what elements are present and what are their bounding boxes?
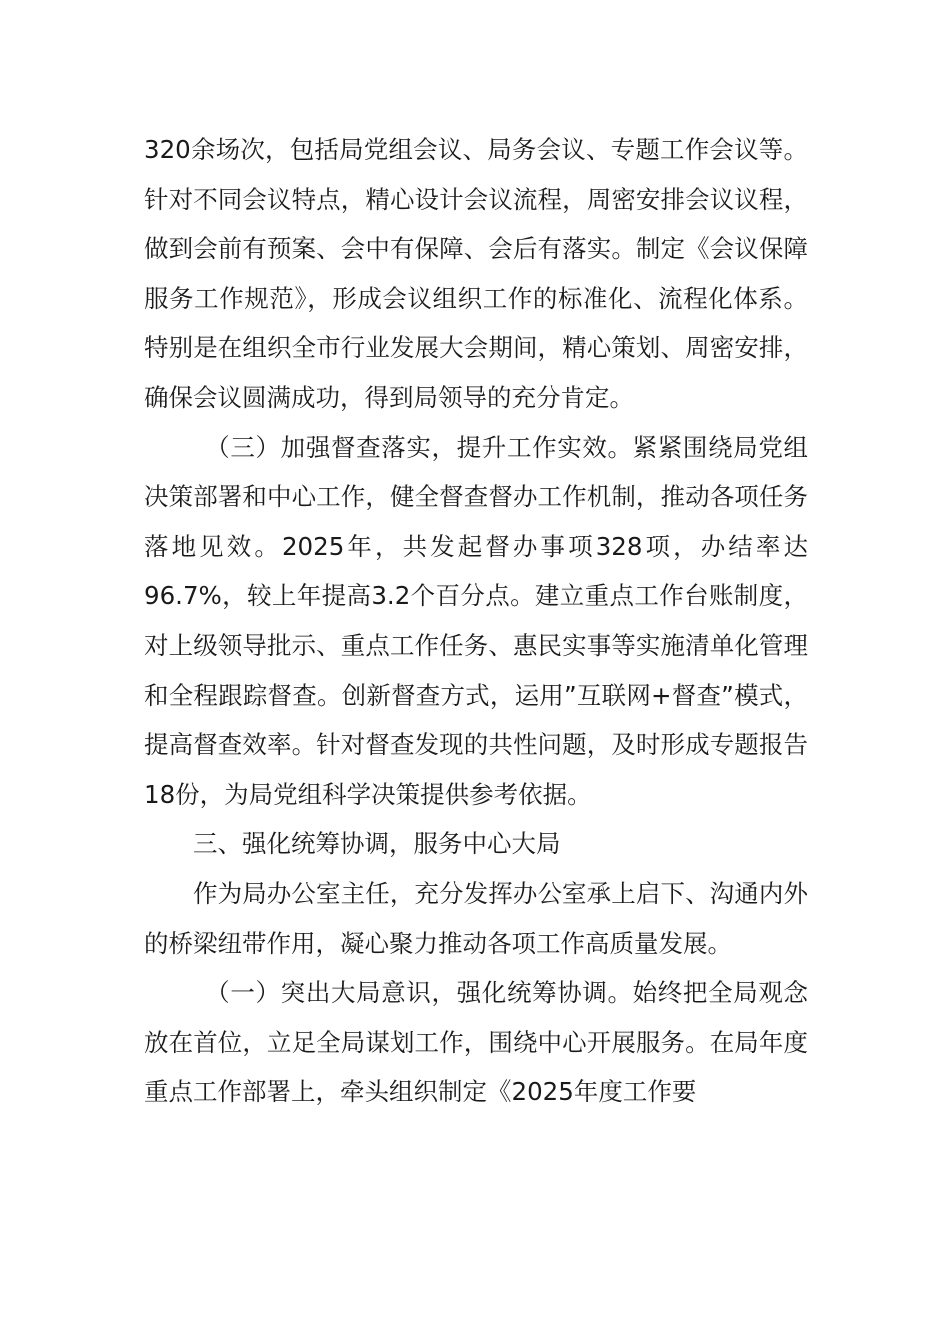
section-heading-coordination: 三、强化统筹协调，服务中心大局 [193,829,561,859]
paragraph-meeting-service: 320余场次，包括局党组会议、局务会议、专题工作会议等。针对不同会议特点，精心设计会议流程，周密安排会议议程，做到会前有预案、会中有保障、会后有落实。制定《会议保障服务工作规范》，形成会议组织工作的标准化、流程化体系。特别是在组织全市行业发展大会期间，精心策划、周密安排，确保会议圆满成功，得到局领导的充分肯定。 [144,135,808,412]
document-body [144,125,808,1117]
paragraph-supervision: （三）加强督查落实，提升工作实效。紧紧围绕局党组决策部署和中心工作，健全督查督办工作机制，推动各项任务落地见效。2025年，共发起督办事项328项，办结率达96.7%，较上年提高3.2个百分点。建立重点工作台账制度，对上级领导批示、重点工作任务、惠民实事等实施清单化管理和全程跟踪督查。创新督查方式，运用”互联网+督查”模式，提高督查效率。针对督查发现的共性问题，及时形成专题报告18份，为局党组科学决策提供参考依据。 [144,432,808,809]
paragraph-overall-awareness: （一）突出大局意识，强化统筹协调。始终把全局观念放在首位，立足全局谋划工作，围绕中心开展服务。在局年度重点工作部署上，牵头组织制定《2025年度工作要 [144,978,808,1107]
paragraph-office-role: 作为局办公室主任，充分发挥办公室承上启下、沟通内外的桥梁纽带作用，凝心聚力推动各项工作高质量发展。 [144,878,808,958]
